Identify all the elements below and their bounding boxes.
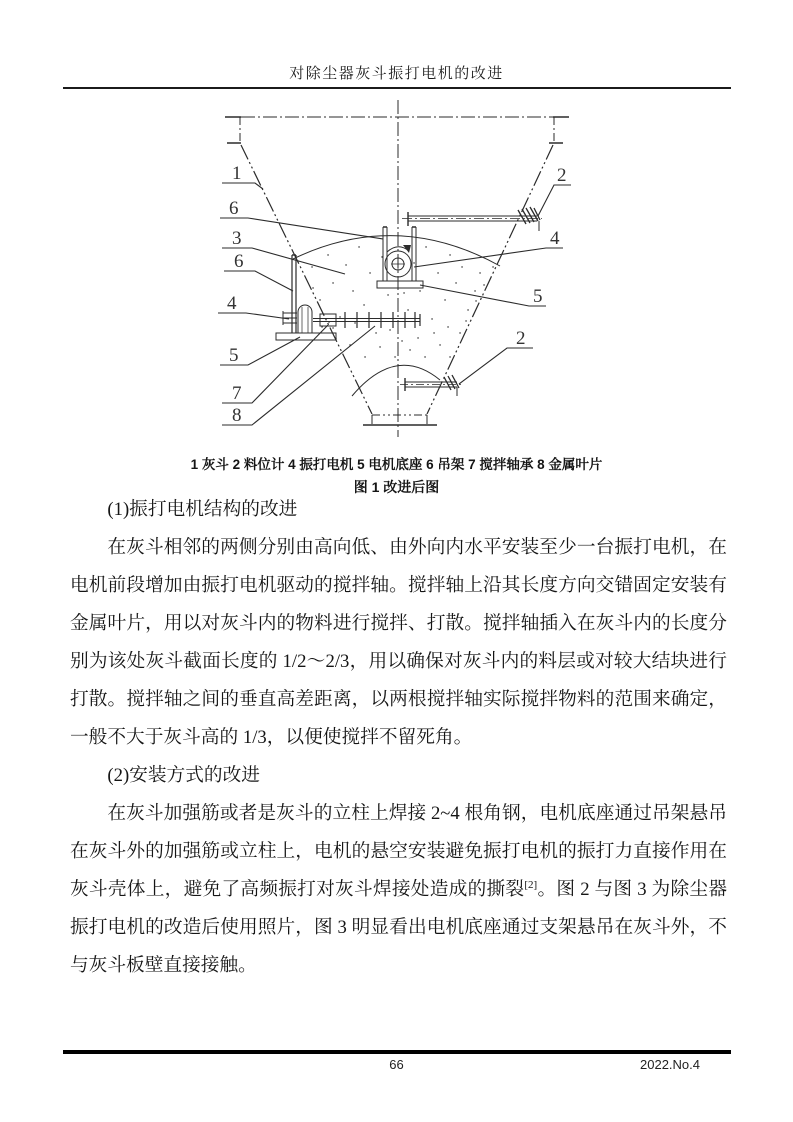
citation-ref: [2] [524,878,538,891]
figure-label [224,271,293,291]
figure-label-number: 5 [533,286,543,307]
page-title: 对除尘器灰斗振打电机的改进 [289,66,504,82]
figure-label-number: 2 [516,328,526,349]
hopper-wall-left [241,145,372,414]
level-indicator-lower [400,375,462,396]
figure-label [220,218,383,239]
figure-label [222,326,375,425]
figure-label [538,185,571,216]
figure-label-number: 5 [229,345,239,366]
footer-rule [63,1050,731,1054]
paragraph-2 [70,795,727,985]
figure-label [222,183,263,189]
section-heading-1: (1)振打电机结构的改进 [107,499,298,520]
hopper-wall-right [427,145,553,414]
material-stipple [312,247,493,357]
figure-label-number: 4 [550,228,560,249]
section-heading-2: (2)安装方式的改进 [107,765,260,786]
issue-number: 2022.No.4 [640,1057,700,1072]
article-body [70,491,727,985]
figure-label-number: 6 [234,251,244,272]
figure-1-drawing [150,95,650,445]
figure-label-number: 4 [227,293,237,314]
figure-caption-title: 图 1 改进后图 [353,479,440,495]
hopper-outlet [363,415,437,425]
figure-label-number: 7 [232,383,242,404]
figure-part-label-numbers [227,163,567,426]
paragraph-text: 在灰斗加强筋或者是灰斗的立柱上焊接 2~4 根角钢，电机底座通过吊架悬吊在灰斗外的加强筋或立柱上，电机的悬空安装避免振打电机的振打力直接作用在灰斗壳体上，避免了高频振打对灰斗焊接处造成的撕裂 [70,803,727,900]
page-number: 66 [389,1057,404,1072]
paragraph-1: 在灰斗相邻的两侧分别由高向低、由外向内水平安装至少一台振打电机，在电机前段增加由振打电机驱动的搅拌轴。搅拌轴上沿其长度方向交错固定安装有金属叶片，用以对灰斗内的物料进行搅拌、打散。搅拌轴插入在灰斗内的长度分别为该处灰斗截面长度的 1/2～2/3，用以确保对灰斗内的料层或对较大结块进行打散。搅拌轴之间的垂直高差距离，以两根搅拌轴实际搅拌物料的范围来确定，一般不大于灰斗高的 1/3，以便使搅拌不留死角。 [70,537,727,748]
figure-label-number: 3 [232,228,242,249]
figure-label-number: 6 [229,198,239,219]
rapping-motor-left [276,255,336,340]
figure-label-number: 2 [557,165,567,186]
figure-label-number: 1 [232,163,242,184]
header-rule [63,87,731,89]
hopper-top-line [225,117,569,143]
material-surface-arc-lower [352,365,440,396]
figure-label [459,348,533,384]
paragraph-text: 。图 2 与图 3 为除尘器振打电机的改造后使用照片，图 3 明显看出电机底座通过支架悬吊在灰斗外，不与灰斗板壁直接接触。 [70,879,728,976]
figure-label-number: 8 [232,405,242,426]
stirring-shaft [313,312,420,328]
figure-label [414,248,563,267]
level-indicator-upper [402,207,542,231]
figure-caption-parts: 1 灰斗 2 料位计 4 振打电机 5 电机底座 6 吊架 7 搅拌轴承 8 金属叶片 [190,457,603,472]
